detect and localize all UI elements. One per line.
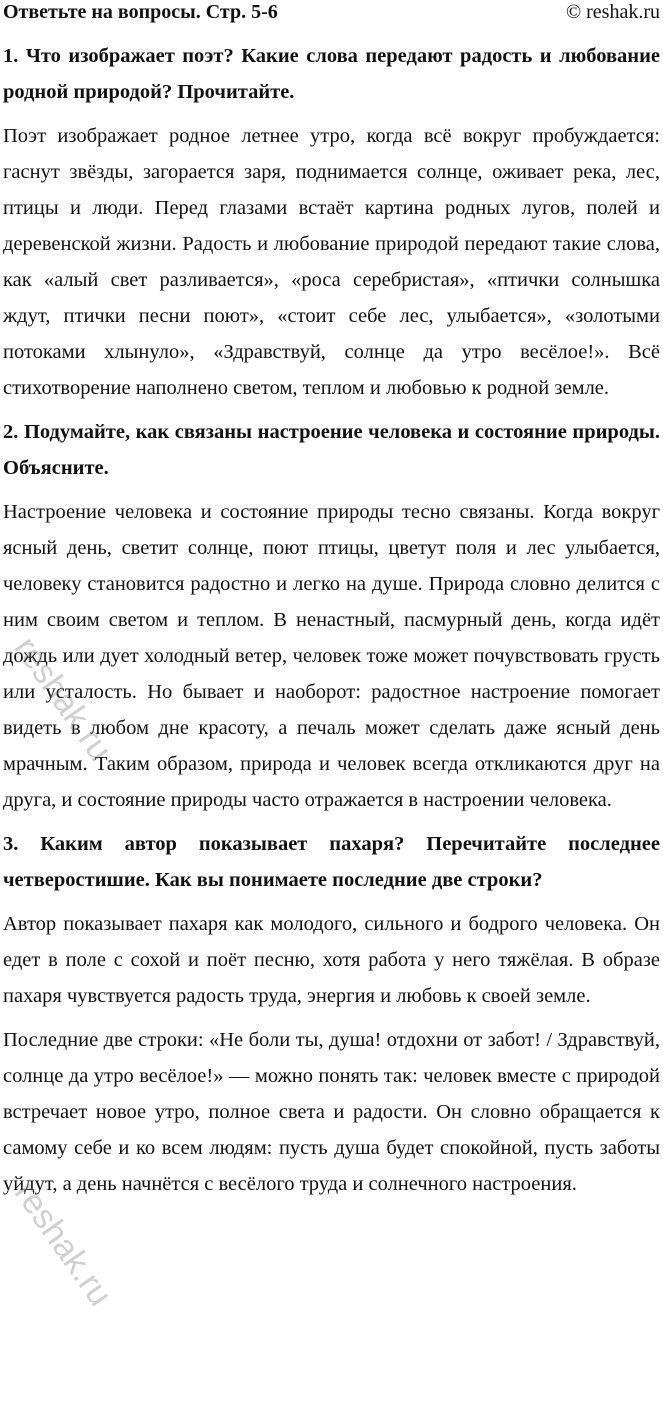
watermark-text: reshak.ru xyxy=(6,630,120,768)
question-1: 1. Что изображает поэт? Какие слова передают радость и любование родной природой? Прочитайте. xyxy=(3,45,660,103)
copyright: © reshak.ru xyxy=(565,1,660,23)
answer-1: Поэт изображает родное летнее утро, когда всё вокруг пробуждается: гаснут звёзды, загорается заря, поднимается солнце, оживает река, лес, птицы и люди. Перед глазами встаёт картина родных лугов, полей и деревенской жизни. Радость и любование природой передают такие слова, как «алый свет разливается», «роса серебристая», «птички солнышка ждут, птички песни поют», «стоит себе лес, улыбается», «золотыми потоками хлынуло», «Здравствуй, солнце да утро весёлое!». Всё стихотворение наполнено светом, теплом и любовью к родной земле. xyxy=(3,125,660,399)
watermark-text: reshak.ru xyxy=(6,1175,120,1313)
page-title: Ответьте на вопросы. Стр. 5-6 xyxy=(3,1,278,23)
section-1 xyxy=(3,38,660,406)
question-3: 3. Каким автор показывает пахаря? Перечитайте последнее четверостишие. Как вы понимаете последние две строки? xyxy=(3,833,660,891)
answer-3b: Последние две строки: «Не боли ты, душа! отдохни от забот! / Здравствуй, солнце да утро весёлое!» — можно понять так: человек вместе с природой встречает новое утро, полное света и радости. Он словно обращается к самому себе и ко всем людям: пусть душа будет спокойной, пусть заботы уйдут, а день начнётся с весёлого труда и солнечного настроения. xyxy=(3,1029,660,1195)
section-3 xyxy=(3,826,660,1202)
answer-2: Настроение человека и состояние природы тесно связаны. Когда вокруг ясный день, светит солнце, поют птицы, цветут поля и лес улыбается, человеку становится радостно и легко на душе. Природа словно делится с ним своим светом и теплом. В ненастный, пасмурный день, когда идёт дождь или дует холодный ветер, человек тоже может почувствовать грусть или усталость. Но бывает и наоборот: радостное настроение помогает видеть в любом дне красоту, а печаль может сделать даже ясный день мрачным. Таким образом, природа и человек всегда откликаются друг на друга, и состояние природы часто отражается в настроении человека. xyxy=(3,501,660,811)
answer-3a: Автор показывает пахаря как молодого, сильного и бодрого человека. Он едет в поле с сохой и поёт песню, хотя работа у него тяжёлая. В образе пахаря чувствуется радость труда, энергия и любовь к своей земле. xyxy=(3,913,660,1007)
question-2: 2. Подумайте, как связаны настроение человека и состояние природы. Объясните. xyxy=(3,421,660,479)
page-header xyxy=(3,0,660,34)
section-2 xyxy=(3,414,660,818)
